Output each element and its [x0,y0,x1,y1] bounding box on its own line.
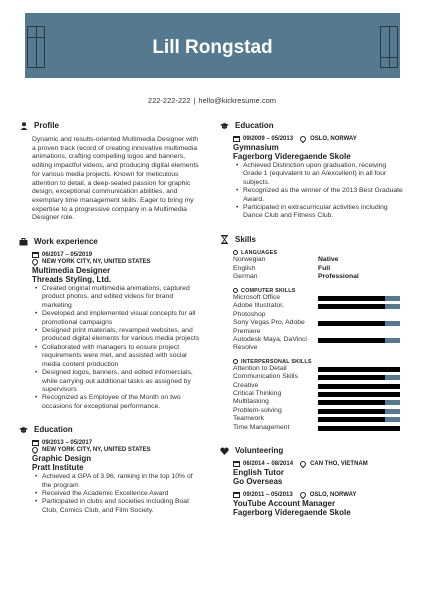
skill-name: Microsoft Office [233,293,281,301]
list-item: • Achieved Distinction upon graduation, receiving Grade 1 (equivalent to an A/excellent) in all four subjects. [233,162,405,187]
skill-name: Adobe Illustrator, Photoshop [233,302,285,318]
education-right-title: Education [235,121,274,130]
header-decoration-right [380,26,398,68]
email-address[interactable]: hello@kickresume.com [198,96,277,105]
skill-name: Autodesk Maya, DaVinci Resolve [233,335,307,352]
phone-number: 222-222-222 [147,96,191,105]
education-left-school: Pratt Institute [32,463,84,473]
skill-level-bar [318,304,400,309]
profile-title: Profile [34,121,59,130]
bullet-circle-icon [233,250,238,255]
computer-skills-list [233,294,405,353]
work-section [19,237,204,411]
skill-level-bar [318,338,400,343]
calendar-icon [233,461,240,467]
list-item: • Achieved a GPA of 3.96, ranking in the top 10% of the program [32,473,202,490]
skill-level-bar [318,375,400,380]
list-item: • Developed and implemented visual concepts for all promotional campaigns [32,310,202,327]
skills-title: Skills [235,234,256,244]
languages-title: LANGUAGES [241,249,278,256]
skill-level-fill [318,409,385,414]
work-date-location [32,252,202,258]
location-pin-icon [31,446,39,454]
person-icon [19,121,28,130]
education-left-title: Education [34,425,73,435]
interpersonal-skills-title: INTERPERSONAL SKILLS [241,358,312,365]
skill-name: Creative [233,381,259,389]
calendar-icon [233,136,240,142]
skill-name: Problem-solving [233,406,282,414]
skill-row [233,302,405,319]
skill-row [233,390,405,398]
skill-row [233,365,405,373]
right-column [220,121,410,517]
skill-row [233,424,405,432]
skill-level-bar [318,426,400,431]
language-row: German Professional [233,273,359,281]
list-item: • Designed logos, banners, and edited infomercials, while carrying out additional tasks as assigned by supervisors [32,369,202,394]
skill-row [233,407,405,415]
skill-level-fill [318,392,400,397]
heart-icon [220,446,229,455]
education-right-degree: Gymnasium [233,143,279,152]
work-dates: 06/2017 – 05/2019 [42,252,93,259]
interpersonal-skills-list [233,365,405,432]
skill-name: Teamwork [233,415,264,423]
volunteering-section [220,446,410,517]
work-bullets [32,285,202,411]
contact-line: 222-222-222 | hello@kickresume.com [147,96,277,105]
work-title: Work experience [34,237,98,247]
profile-text: Dynamic and results-oriented Multimedia Designer with a proven track record of creating innovative multimedia animations, crafting compelling logos and banners, editing impactful videos, and producing digital elements for various media projects. Known for meticulous attention to detail, a deep-seated passion for graphic design, exceptional communication abilities, and exemplary time management skills. Eager to bring my expertise to a progressive company in a Multimedia Designer role. [32,136,199,222]
education-section-right [220,121,410,221]
skill-name: Sony Vegas Pro, Adobe Premiere [233,319,305,335]
skill-level-fill [318,400,385,405]
list-item: • Recognized as Employee of the Month on two occasions for exceptional performance. [32,394,202,411]
education-left-degree: Graphic Design [32,454,92,464]
computer-skills-title: COMPUTER SKILLS [241,287,296,294]
skill-level-fill [318,338,385,343]
profile-section [19,121,204,223]
skill-level-fill [318,384,400,389]
skill-name: Time Management [233,423,290,431]
hourglass-icon [220,235,229,244]
graduation-cap-icon [19,425,28,434]
skill-level-fill [318,367,400,372]
list-item: • Designed print materials, revamped websites, and produced digital elements for various media projects [32,327,202,344]
education-right-dates: 09/2009 – 05/2013 [243,136,294,142]
list-item: • Created original multimedia animations, captured product photos, and edited videos for brand marketing [32,285,202,310]
list-item: • Participated in clubs and societies including Boat Club, Comics Club, and Film Society. [32,498,202,515]
header-banner [25,13,400,78]
volunteering-title: Volunteering [235,446,284,456]
skill-level-bar [318,409,400,414]
list-item: • Recognized as the winner of the 2013 Best Graduate Award. [233,187,405,204]
list-item: • Received the Academic Excellence Award [32,490,202,498]
skill-level-fill [318,417,385,422]
work-company: Threads Styling, Ltd. [32,275,112,285]
calendar-icon [32,252,39,258]
bullet-circle-icon [233,288,238,293]
graduation-cap-icon [220,121,229,130]
skill-name: Attention to Detail [233,364,287,372]
skill-name: Multitasking [233,398,269,406]
briefcase-icon [19,237,28,246]
location-pin-icon [299,460,307,468]
skill-level-fill [318,304,385,309]
skill-row [233,294,405,302]
skill-row [233,415,405,423]
skill-level-bar [318,384,400,389]
skill-row [233,319,405,336]
location-pin-icon [298,491,306,499]
skill-row [233,373,405,381]
location-pin-icon [31,258,39,266]
education-right-location: OSLO, NORWAY [310,136,357,142]
skill-level-bar [318,417,400,422]
skill-level-bar [318,367,400,372]
list-item: • Collaborated with managers to ensure project requirements were met, and assisted with social media content production [32,344,202,369]
skill-level-fill [318,296,385,301]
education-section-left [19,425,204,515]
skill-row [233,382,405,390]
education-left-location: NEW YORK CITY, NY, UNITED STATES [42,447,151,454]
education-left-bullets [32,473,202,515]
education-left-dates: 09/2013 – 05/2017 [42,440,93,447]
education-right-bullets [233,162,405,221]
work-role: Multimedia Designer [32,266,111,276]
skill-level-bar [318,321,400,326]
skill-level-bar [318,400,400,405]
left-column [19,121,204,515]
volunteering-entry: 09/2011 – 05/2013 OSLO, NORWAY YouTube Account Manager Fagerborg Videregaende Skole [233,492,357,518]
skill-level-bar [318,392,400,397]
skill-level-fill [318,426,400,431]
skill-level-fill [318,321,385,326]
skills-section [220,235,410,432]
bullet-circle-icon [233,359,238,364]
skill-name: Critical Thinking [233,390,282,398]
skill-row [233,336,405,353]
skill-level-fill [318,375,385,380]
skill-name: Communication Skills [233,373,298,381]
calendar-icon [32,440,39,446]
language-row: English Full [233,264,331,272]
list-item: • Participated in extracurricular activities including Dance Club and Fitness Club. [233,204,405,221]
skill-row [233,398,405,406]
location-pin-icon [299,135,307,143]
skill-level-bar [318,296,400,301]
volunteering-entry: 06/2014 – 08/2014 CAN THO, VIETNAM English Tutor Go Overseas [233,461,368,487]
candidate-name: Lill Rongstad [152,37,273,58]
language-row: Norwegian Native [233,255,339,263]
work-location: NEW YORK CITY, NY, UNITED STATES [42,259,151,266]
calendar-icon [233,492,240,498]
education-right-school: Fagerborg Videregaende Skole [233,152,351,161]
